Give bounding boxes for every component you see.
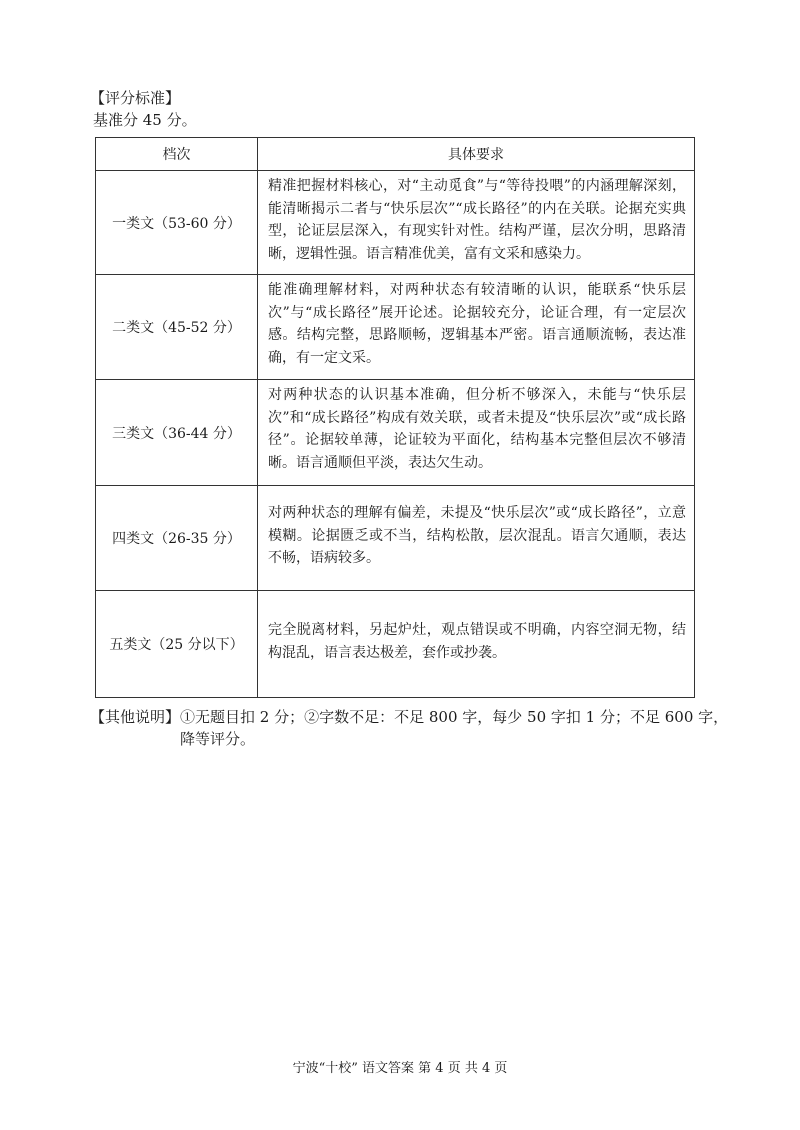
requirement-cell: 对两种状态的理解有偏差，未提及“快乐层次”或“成长路径”，立意模糊。论据匮乏或不当，结构松散，层次混乱。语言欠通顺，表达不畅，语病较多。 [258, 486, 695, 591]
page-footer: 宁波“十校” 语文答案 第 4 页 共 4 页 [292, 1061, 508, 1076]
requirement-cell: 对两种状态的认识基本准确，但分析不够深入，未能与“快乐层次”和“成长路径”构成有效关联，或者未提及“快乐层次”或“成长路径”。论据较单薄，论证较为平面化，结构基本完整但层次不够清晰。语言通顺但平淡，表达欠生动。 [258, 380, 695, 486]
scoring-table [95, 137, 695, 698]
grade-cell: 五类文（25 分以下） [96, 591, 258, 698]
header-grade: 档次 [96, 138, 258, 171]
grade-cell: 一类文（53-60 分） [96, 171, 258, 275]
table-row [96, 591, 695, 698]
grade-cell: 二类文（45-52 分） [96, 275, 258, 380]
notes-text: ①无题目扣 2 分；②字数不足：不足 800 字，每少 50 字扣 1 分；不足 600 字，降等评分。 [180, 708, 729, 748]
requirement-cell: 精准把握材料核心，对“主动觅食”与“等待投喂”的内涵理解深刻，能清晰揭示二者与“快乐层次”“成长路径”的内在关联。论据充实典型，论证层层深入，有现实针对性。结构严谨，层次分明，思路清晰，逻辑性强。语言精准优美，富有文采和感染力。 [258, 171, 695, 275]
table-row [96, 486, 695, 591]
section-title: 【评分标准】 [90, 89, 181, 107]
grade-cell: 三类文（36-44 分） [96, 380, 258, 486]
requirement-cell: 完全脱离材料，另起炉灶，观点错误或不明确，内容空洞无物，结构混乱，语言表达极差，套作或抄袭。 [258, 591, 695, 698]
table-header-row [96, 138, 695, 171]
table-row [96, 171, 695, 275]
grade-cell: 四类文（26-35 分） [96, 486, 258, 591]
header-requirement: 具体要求 [258, 138, 695, 171]
base-score: 基准分 45 分。 [93, 111, 197, 129]
requirement-cell: 能准确理解材料，对两种状态有较清晰的认识，能联系“快乐层次”与“成长路径”展开论述。论据较充分，论证合理，有一定层次感。结构完整，思路顺畅，逻辑基本严密。语言通顺流畅，表达准确，有一定文采。 [258, 275, 695, 380]
table-row [96, 275, 695, 380]
other-notes [90, 706, 738, 750]
table-row [96, 380, 695, 486]
notes-label: 【其他说明】 [90, 708, 181, 726]
